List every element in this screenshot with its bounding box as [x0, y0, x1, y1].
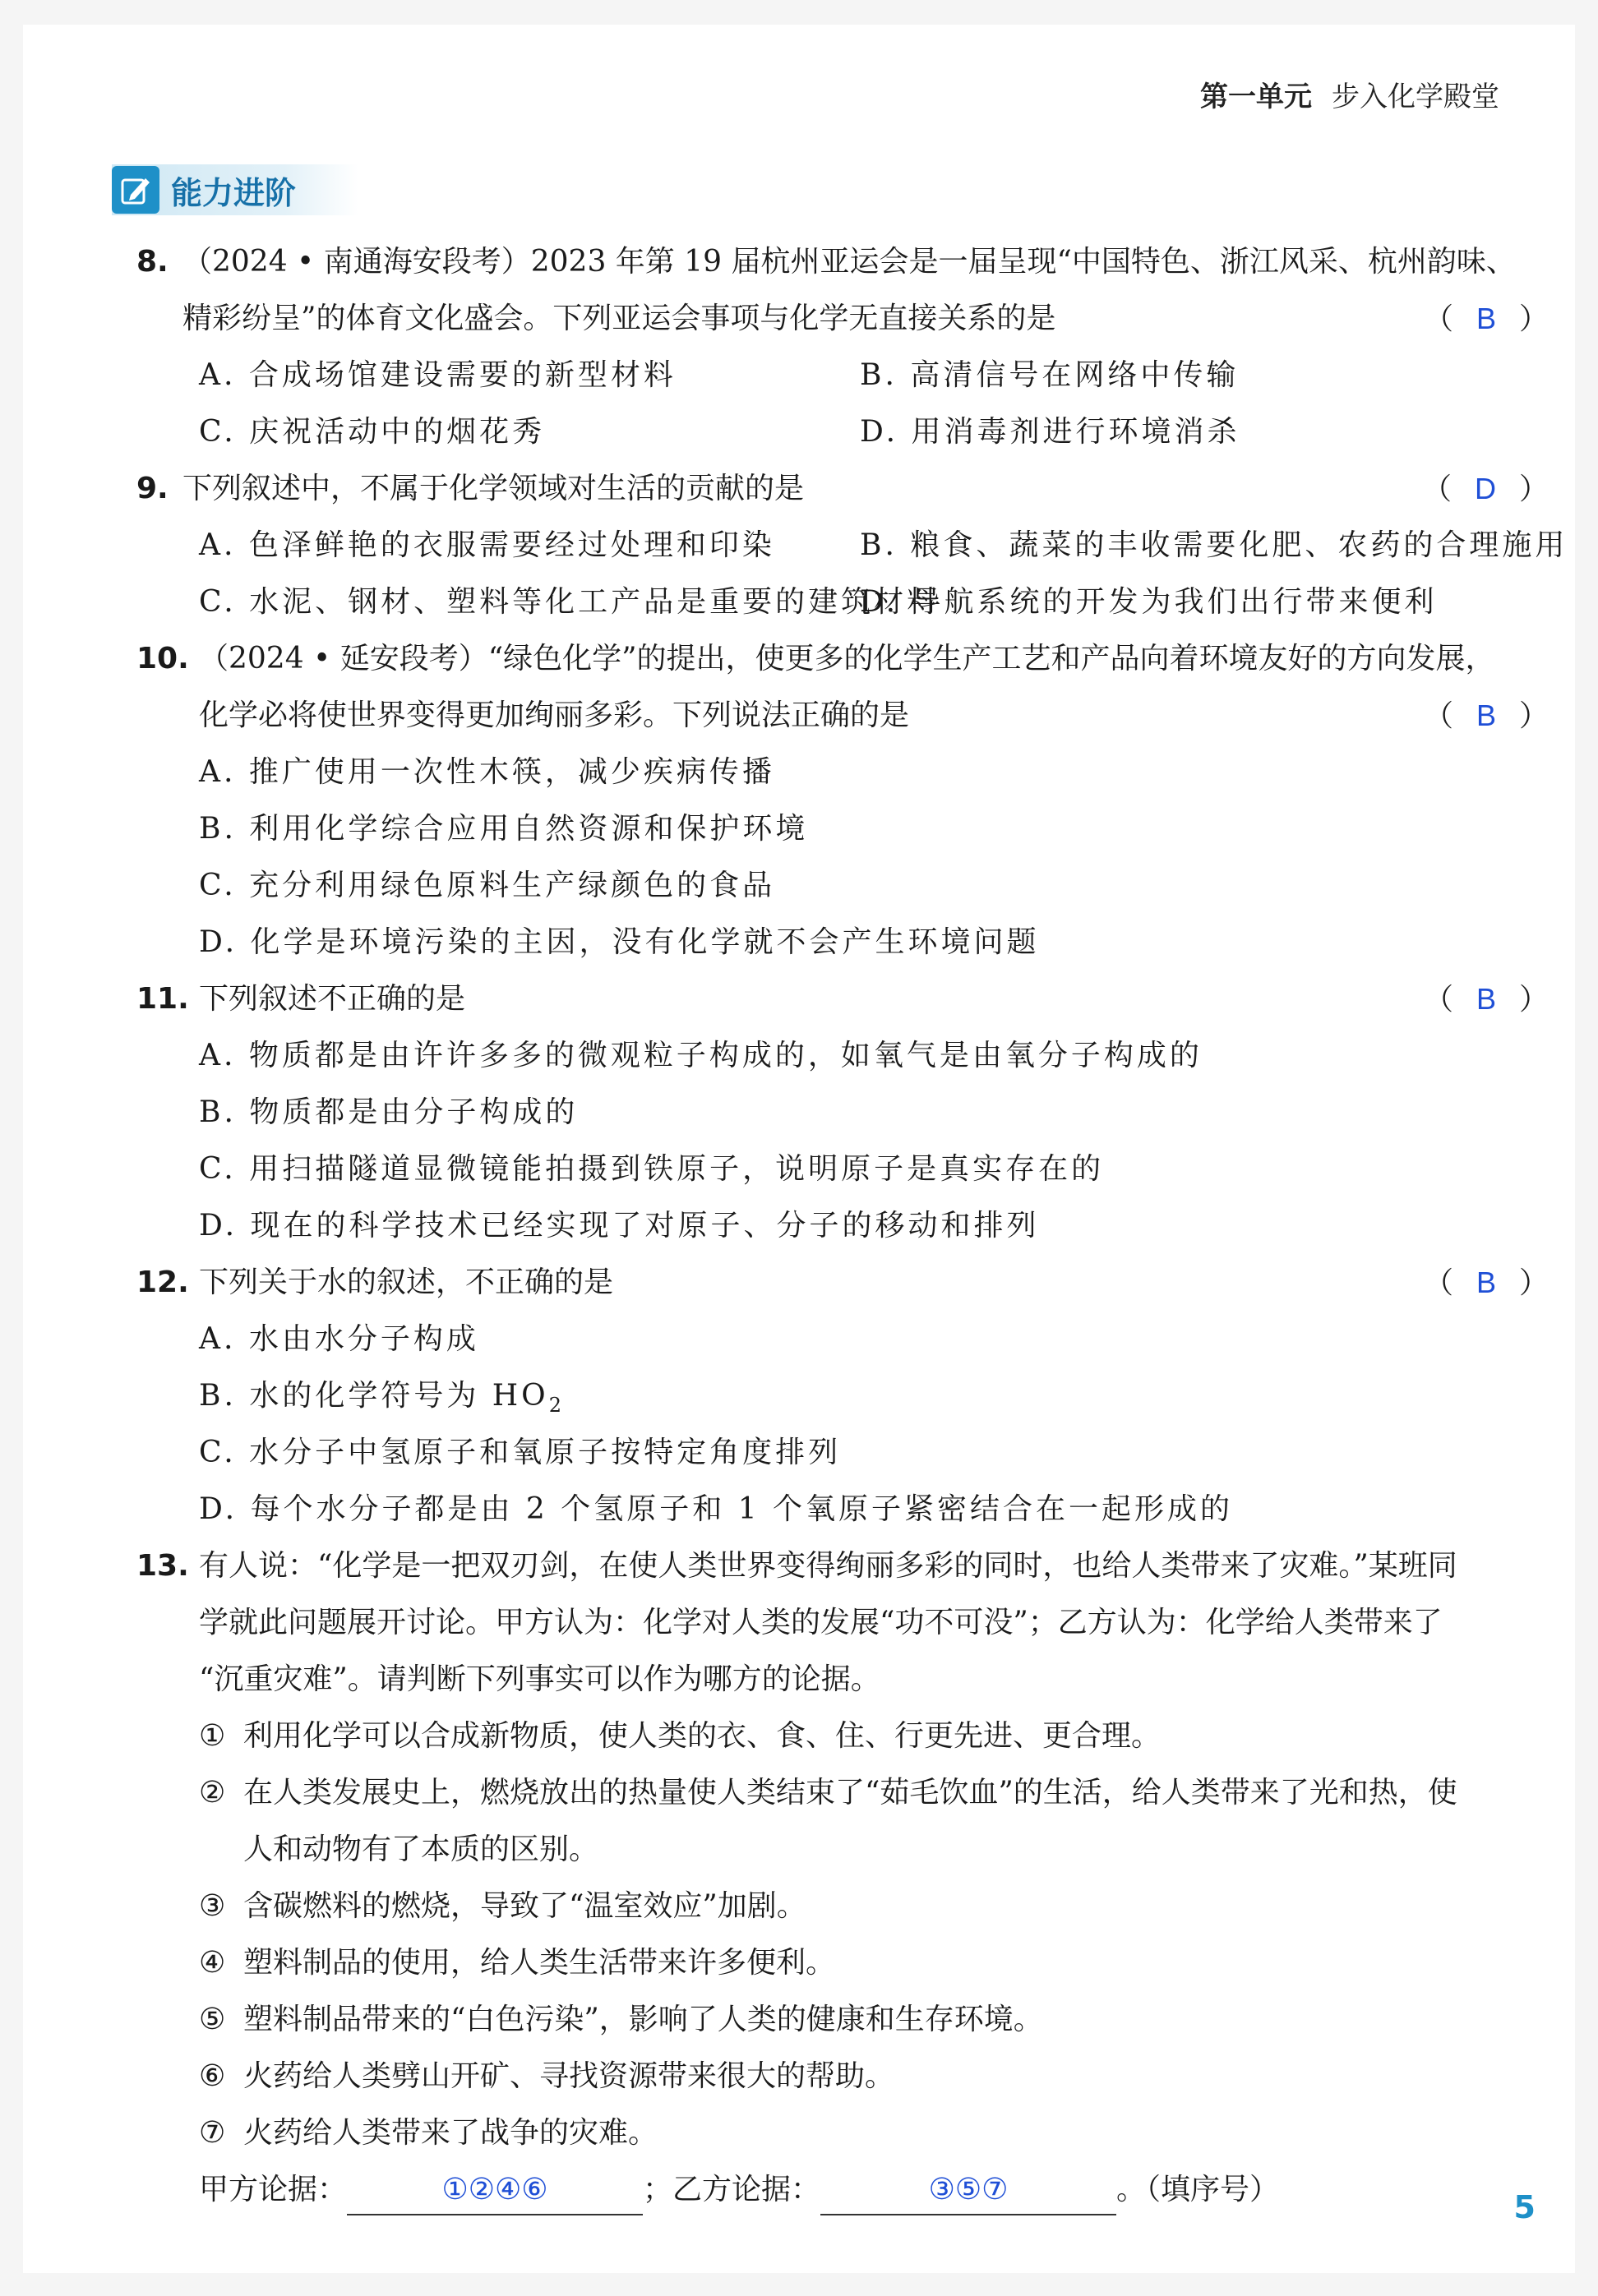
answer-bracket: （ D ） [1421, 472, 1549, 506]
question-number: 9. [136, 472, 169, 505]
question-text: 2023 年第 19 届杭州亚运会是一届呈现“中国特色、浙江风采、杭州韵味、 [530, 245, 1516, 279]
question-source: （2024 • 延安段考） [199, 642, 488, 675]
fact-item-cont: 人和动物有了本质的区别。 [243, 1833, 599, 1866]
question-text: 下列关于水的叙述，不正确的是 [199, 1266, 614, 1299]
answer-letter: B [1476, 1266, 1496, 1299]
unit-topic: 步入化学殿堂 [1332, 81, 1499, 113]
option-c: C. 水泥、钢材、塑料等化工产品是重要的建筑材料 [199, 585, 940, 619]
question-text-cont: 精彩纷呈”的体育文化盛会。下列亚运会事项与化学无直接关系的是 [182, 302, 1056, 335]
question-number: 11. [136, 982, 189, 1016]
question-text: 下列叙述中，不属于化学领域对生活的贡献的是 [182, 472, 805, 505]
fact-item: ④ 塑料制品的使用，给人类生活带来许多便利。 [199, 1946, 836, 1980]
answer-letter: B [1476, 698, 1496, 732]
fact-item: ⑦ 火药给人类带来了战争的灾难。 [199, 2116, 658, 2150]
question-text-cont: 学就此问题展开讨论。甲方认为：化学对人类的发展“功不可没”；乙方认为：化学给人类带来了 [199, 1606, 1443, 1639]
subscript-2: 2 [548, 1394, 565, 1418]
option-d: D. 用消毒剂进行环境消杀 [860, 415, 1240, 449]
question-number: 10. [136, 642, 189, 675]
option-b: B. 物质都是由分子构成的 [199, 1095, 579, 1129]
question-number: 12. [136, 1266, 189, 1299]
workbook-page [23, 25, 1575, 2273]
answer-letter: D [1474, 472, 1496, 505]
question-number: 13. [136, 1549, 189, 1583]
option-b: B. 粮食、蔬菜的丰收需要化肥、农药的合理施用 [860, 528, 1568, 562]
fact-item: ⑥ 火药给人类劈山开矿、寻找资源带来很大的帮助。 [199, 2059, 895, 2093]
unit-label: 第一单元 [1200, 81, 1312, 113]
option-d: D. 现在的科学技术已经实现了对原子、分子的移动和排列 [199, 1209, 1040, 1243]
option-d: D. 导航系统的开发为我们出行带来便利 [860, 585, 1438, 619]
answer-blank-a: ①②④⑥ [347, 2166, 643, 2215]
question-11 [136, 970, 1549, 1027]
option-c: C. 水分子中氢原子和氧原子按特定角度排列 [199, 1436, 842, 1469]
option-d: D. 化学是环境污染的主因，没有化学就不会产生环境问题 [199, 925, 1040, 959]
option-a: A. 合成场馆建设需要的新型材料 [199, 358, 677, 392]
fact-item: ① 利用化学可以合成新物质，使人类的衣、食、住、行更先进、更合理。 [199, 1719, 1162, 1753]
question-9 [136, 460, 1549, 517]
option-c: C. 用扫描隧道显微镜能拍摄到铁原子，说明原子是真实存在的 [199, 1152, 1105, 1186]
option-b: B. 利用化学综合应用自然资源和保护环境 [199, 812, 809, 846]
fact-item: ② 在人类发展史上，燃烧放出的热量使人类结束了“茹毛饮血”的生活，给人类带来了光和热，使 [199, 1776, 1457, 1810]
question-13 [136, 1538, 1549, 1594]
answer-bracket: （ B ） [1423, 1266, 1549, 1300]
option-a: A. 水由水分子构成 [199, 1322, 479, 1356]
question-text: “绿色化学”的提出，使更多的化学生产工艺和产品向着环境友好的方向发展， [487, 642, 1495, 675]
answer-letter: B [1476, 302, 1496, 335]
section-banner [112, 164, 358, 215]
answer-bracket: （ B ） [1423, 302, 1549, 336]
section-title: 能力进阶 [171, 174, 297, 211]
question-12 [136, 1254, 1549, 1311]
answer-letter: B [1476, 982, 1496, 1016]
page-header [1200, 74, 1499, 114]
question-source: （2024 • 南通海安段考） [182, 245, 531, 279]
option-c: C. 庆祝活动中的烟花秀 [199, 415, 546, 449]
question-10 [136, 630, 1549, 687]
page-number: 5 [1513, 2189, 1536, 2225]
pencil-edit-icon [112, 166, 159, 214]
answer-bracket: （ B ） [1423, 698, 1549, 733]
question-number: 8. [136, 245, 169, 279]
answer-bracket: （ B ） [1423, 982, 1549, 1017]
option-b: B. 水的化学符号为 HO [199, 1379, 549, 1413]
fill-answers [136, 2161, 1549, 2218]
option-c: C. 充分利用绿色原料生产绿颜色的食品 [199, 869, 776, 902]
label-side-b: ；乙方论据： [643, 2173, 821, 2206]
option-b: B. 高清信号在网络中传输 [860, 358, 1240, 392]
question-text: 下列叙述不正确的是 [199, 982, 466, 1016]
option-d: D. 每个水分子都是由 2 个氢原子和 1 个氧原子紧密结合在一起形成的 [199, 1492, 1234, 1526]
question-text-cont: 化学必将使世界变得更加绚丽多彩。下列说法正确的是 [199, 698, 910, 732]
question-8 [136, 233, 1549, 290]
label-side-a: 甲方论据： [199, 2173, 348, 2206]
option-a: A. 色泽鲜艳的衣服需要经过处理和印染 [199, 528, 775, 562]
fact-item: ⑤ 塑料制品带来的“白色污染”，影响了人类的健康和生存环境。 [199, 2003, 1043, 2036]
fact-item: ③ 含碳燃料的燃烧，导致了“温室效应”加剧。 [199, 1889, 806, 1923]
question-list [136, 233, 1568, 2218]
answer-blank-b: ③⑤⑦ [820, 2166, 1116, 2215]
question-text: 有人说：“化学是一把双刃剑，在使人类世界变得绚丽多彩的同时，也给人类带来了灾难。”某班同 [199, 1549, 1457, 1583]
question-text-cont: “沉重灾难”。请判断下列事实可以作为哪方的论据。 [199, 1662, 880, 1696]
fill-note: 。（填序号） [1116, 2173, 1280, 2206]
option-a: A. 物质都是由许许多多的微观粒子构成的，如氧气是由氧分子构成的 [199, 1039, 1203, 1072]
option-a: A. 推广使用一次性木筷，减少疾病传播 [199, 755, 775, 789]
